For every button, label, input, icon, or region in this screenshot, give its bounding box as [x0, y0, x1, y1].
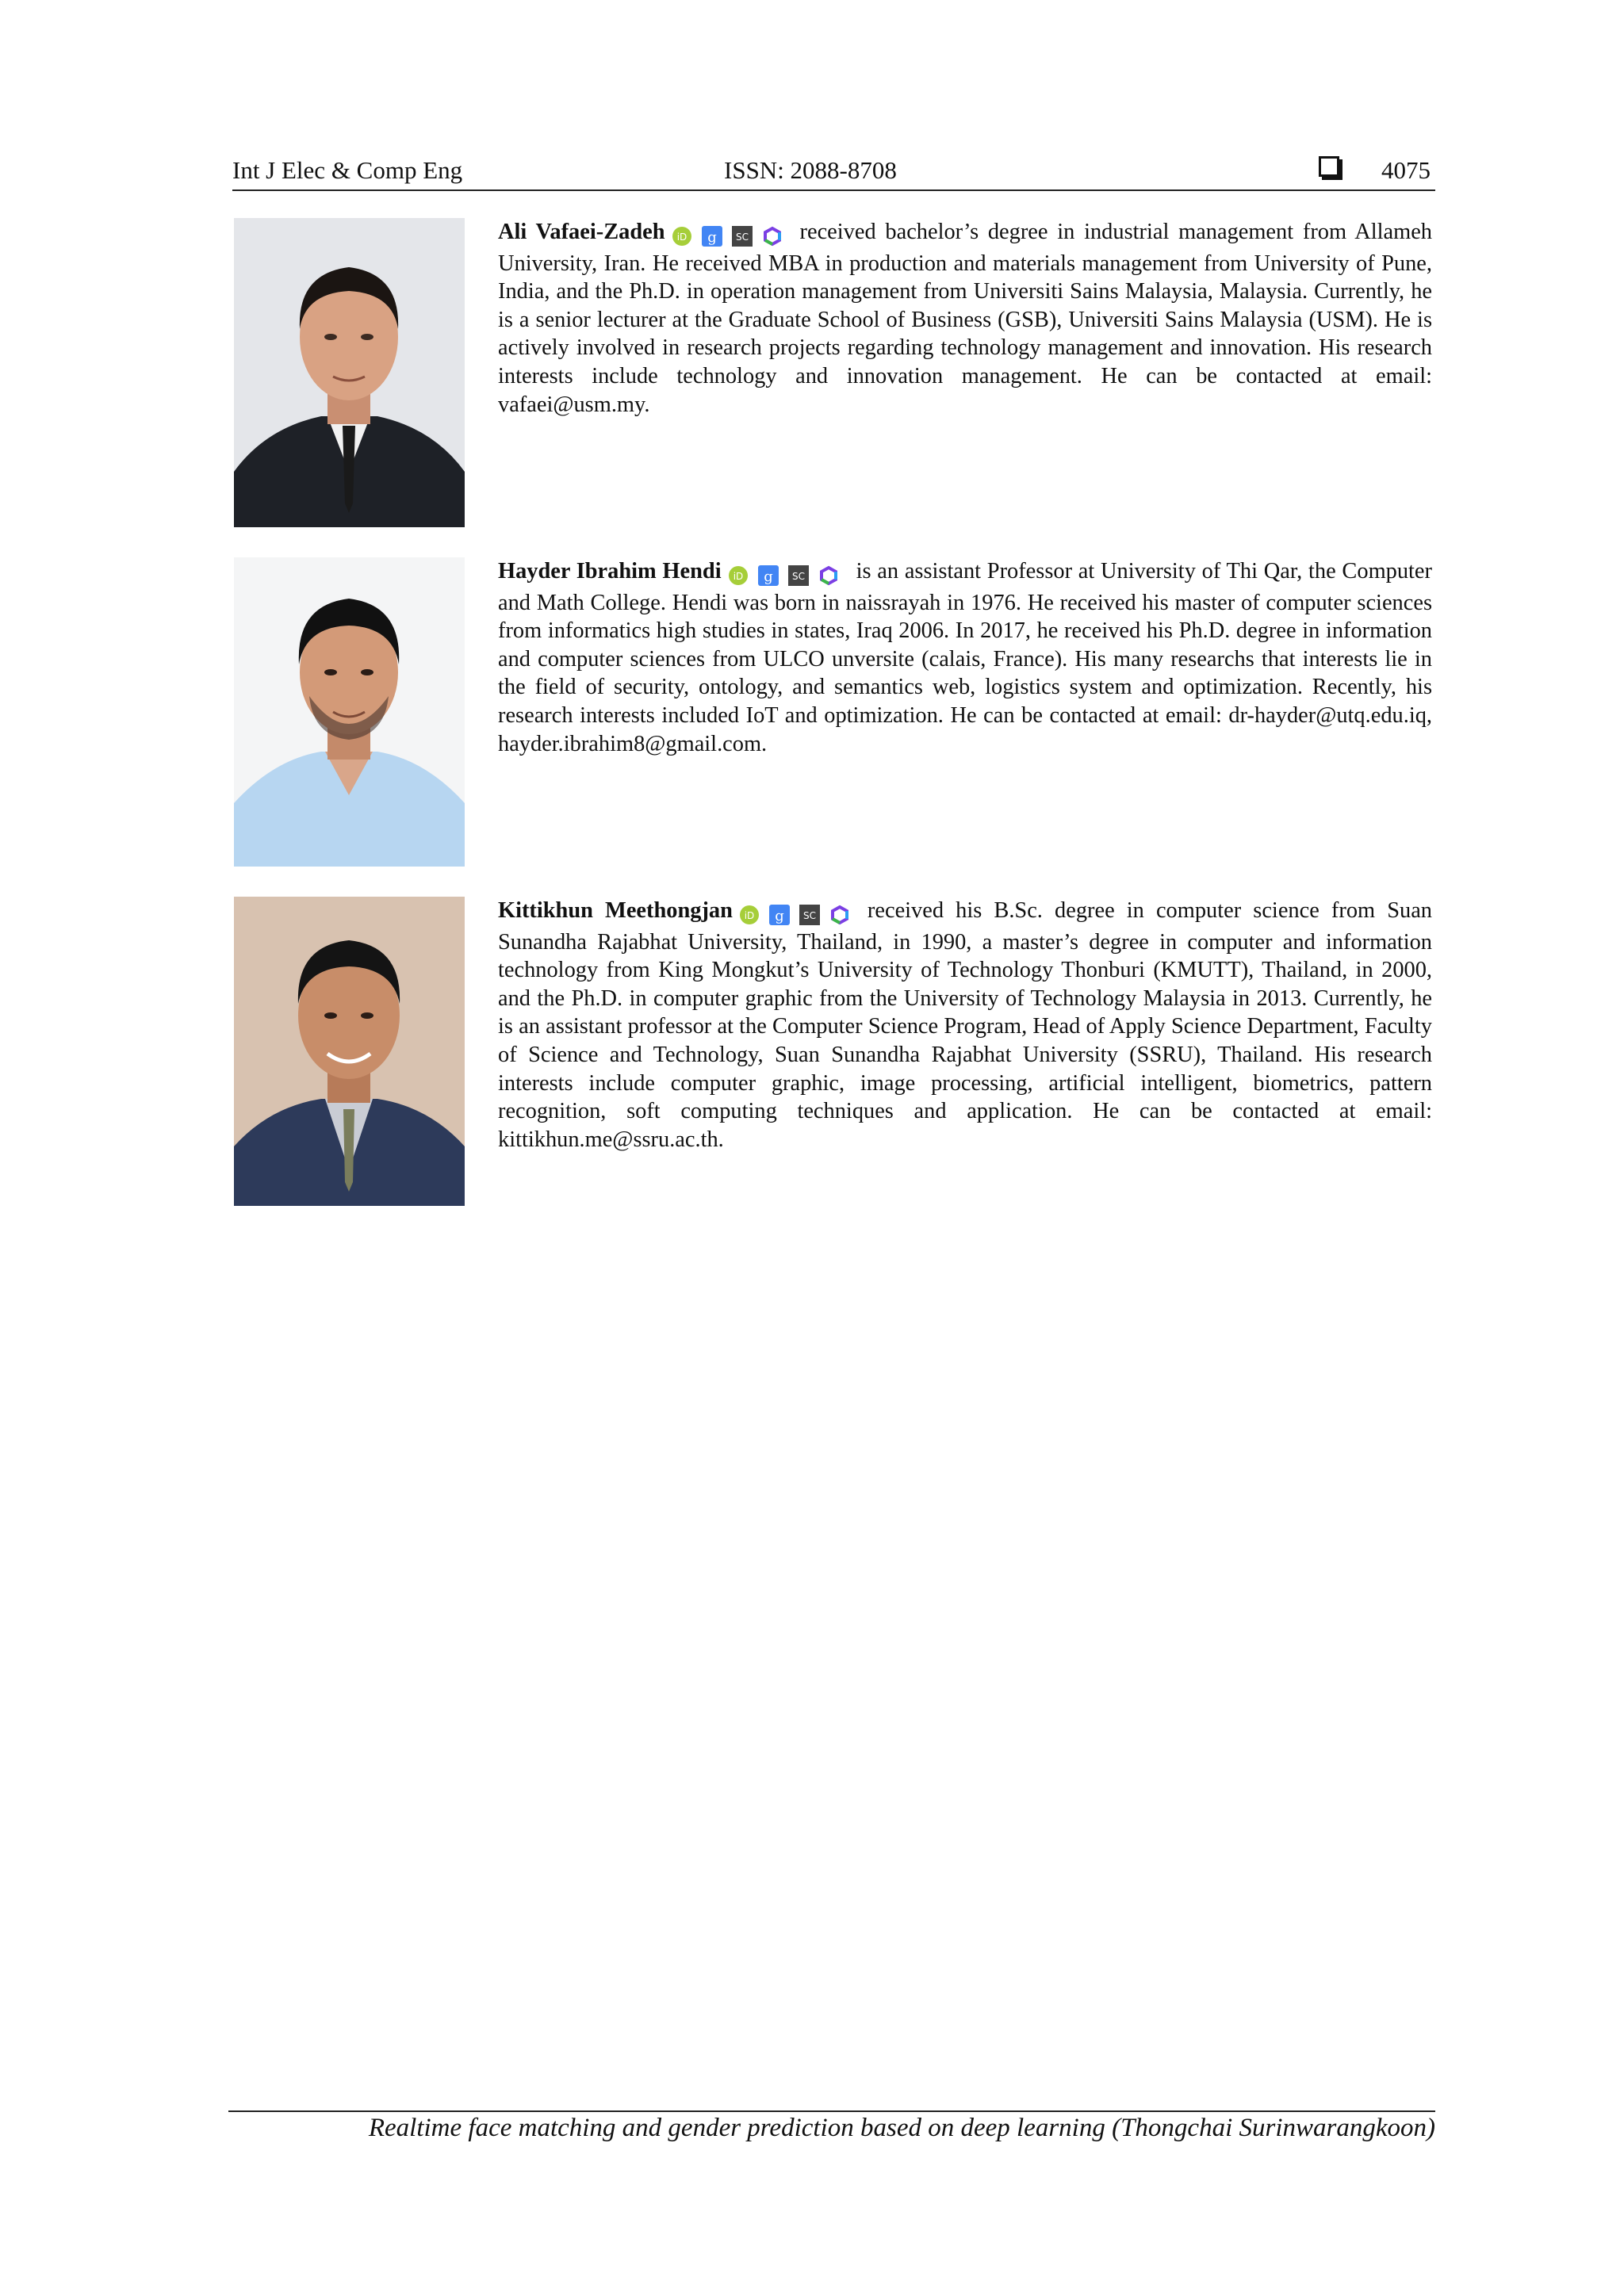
- bio-body: is an assistant Professor at University of Thi Qar, the Computer and Math College. Hendi was born in naissrayah in 1976. He received his master of computer sciences from informatics high studies in states, Iraq 2006. In 2017, he received his Ph.D. degree in information and computer sciences from ULCO unversite (calais, France). His many researchs that interests lie in the field of security, ontology, and semantics web, logistics system and optimization. Recently, his research interests included IoT and optimization. He can be contacted at email: dr-hayder@utq.edu.iq, hayder.ibrahim8@gmail.com.: [498, 559, 1432, 756]
- issn: ISSN: 2088-8708: [724, 156, 897, 184]
- svg-text:g: g: [775, 908, 784, 925]
- square-bullet-icon: [1319, 156, 1339, 177]
- author-photo: [234, 218, 465, 527]
- google-scholar-icon[interactable]: [758, 565, 779, 586]
- journal-name: Int J Elec & Comp Eng: [232, 156, 463, 184]
- google-scholar-icon[interactable]: [769, 905, 790, 925]
- author-name: Hayder Ibrahim Hendi: [498, 559, 722, 584]
- profile-links: [739, 900, 860, 928]
- svg-text:iD: iD: [676, 232, 687, 243]
- author-photo: [234, 557, 465, 867]
- profile-links: [728, 561, 848, 589]
- footer-rule: [228, 2110, 1435, 2112]
- orcid-icon[interactable]: [739, 905, 760, 925]
- bio-body: received his B.Sc. degree in computer science from Suan Sunandha Rajabhat University, Thailand, in 1990, a master’s degree in computer and information technology from King Mongkut’s University of Technology Thonburi (KMUTT), Thailand, in 2000, and the Ph.D. in computer graphic from the University of Technology Malaysia in 2013. Currently, he is an assistant professor at the Computer Science Program, Head of Apply Science Department, Faculty of Science and Technology, Suan Sunandha Rajabhat University (SSRU), Thailand. His research interests include computer graphic, image processing, artificial intelligent, biometrics, pattern recognition, soft computing techniques and application. He can be contacted at email: kittikhun.me@ssru.ac.th.: [498, 898, 1432, 1152]
- running-footer: Realtime face matching and gender prediction based on deep learning (Thongchai Surinwarangkoon): [368, 2114, 1435, 2142]
- author-name: Ali Vafaei-Zadeh: [498, 220, 665, 244]
- bio-text: [498, 557, 1432, 758]
- publons-icon[interactable]: [762, 226, 783, 247]
- page-number: 4075: [1381, 156, 1431, 184]
- svg-text:SC: SC: [791, 571, 805, 583]
- author-name: Kittikhun Meethongjan: [498, 898, 733, 923]
- bio-text: [498, 897, 1432, 1154]
- bio-body: received bachelor’s degree in industrial management from Allameh University, Iran. He received MBA in production and materials management from University of Pune, India, and the Ph.D. in operation management from Universiti Sains Malaysia, Malaysia. Currently, he is a senior lecturer at the Graduate School of Business (GSB), Universiti Sains Malaysia (USM). He is actively involved in research projects regarding technology management and innovation. His research interests include technology and innovation management. He can be contacted at email: vafaei@usm.my.: [498, 220, 1432, 417]
- svg-text:SC: SC: [735, 232, 749, 243]
- scopus-icon[interactable]: [788, 565, 809, 586]
- scopus-icon[interactable]: [732, 226, 753, 247]
- scopus-icon[interactable]: [799, 905, 820, 925]
- page-header: [232, 155, 1435, 191]
- orcid-icon[interactable]: [728, 565, 749, 586]
- svg-text:g: g: [707, 229, 717, 247]
- profile-links: [672, 221, 792, 250]
- svg-text:SC: SC: [802, 910, 816, 922]
- svg-text:g: g: [763, 568, 773, 586]
- author-photo: [234, 897, 465, 1206]
- google-scholar-icon[interactable]: [702, 226, 722, 247]
- svg-text:iD: iD: [744, 910, 755, 922]
- bio-text: [498, 218, 1432, 419]
- svg-text:iD: iD: [733, 571, 743, 583]
- publons-icon[interactable]: [818, 565, 839, 586]
- publons-icon[interactable]: [829, 905, 850, 925]
- orcid-icon[interactable]: [672, 226, 692, 247]
